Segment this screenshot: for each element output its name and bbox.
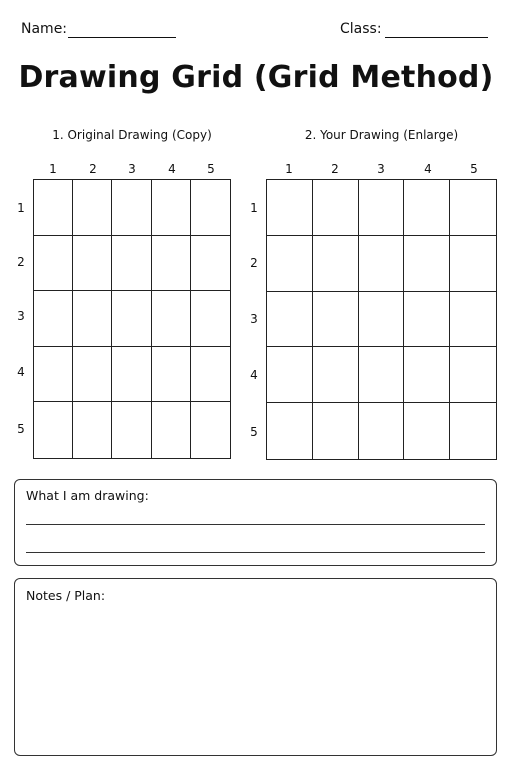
original-grid-caption: 1. Original Drawing (Copy) xyxy=(52,128,212,142)
grid-cell[interactable] xyxy=(267,403,313,459)
your-col-number: 2 xyxy=(331,162,339,176)
grid-cell[interactable] xyxy=(313,292,359,348)
grid-cell xyxy=(191,347,230,403)
grid-cell xyxy=(112,347,151,403)
grid-cell[interactable] xyxy=(450,180,496,236)
grid-cell[interactable] xyxy=(359,236,405,292)
writing-line[interactable] xyxy=(26,524,485,525)
grid-cell xyxy=(191,180,230,236)
grid-cell xyxy=(112,402,151,458)
writing-line[interactable] xyxy=(26,552,485,553)
your-drawing-grid[interactable] xyxy=(266,179,497,460)
grid-cell xyxy=(34,236,73,292)
your-col-number: 3 xyxy=(377,162,385,176)
your-col-number: 5 xyxy=(470,162,478,176)
original-col-number: 1 xyxy=(49,162,57,176)
grid-cell[interactable] xyxy=(450,236,496,292)
grid-cell xyxy=(112,180,151,236)
original-col-number: 5 xyxy=(207,162,215,176)
grid-cell xyxy=(112,291,151,347)
your-row-number: 1 xyxy=(250,201,258,215)
grid-cell[interactable] xyxy=(404,180,450,236)
original-col-number: 3 xyxy=(128,162,136,176)
grid-cell[interactable] xyxy=(267,347,313,403)
page-title: Drawing Grid (Grid Method) xyxy=(18,60,494,95)
grid-cell[interactable] xyxy=(267,292,313,348)
class-field-line[interactable] xyxy=(385,37,488,38)
grid-cell[interactable] xyxy=(267,180,313,236)
grid-cell[interactable] xyxy=(313,347,359,403)
class-label: Class: xyxy=(340,21,382,37)
grid-cell xyxy=(34,291,73,347)
grid-cell xyxy=(191,402,230,458)
grid-cell[interactable] xyxy=(450,403,496,459)
original-row-number: 1 xyxy=(17,201,25,215)
grid-cell xyxy=(152,347,191,403)
your-col-number: 4 xyxy=(424,162,432,176)
grid-cell[interactable] xyxy=(404,292,450,348)
what-i-am-drawing-label: What I am drawing: xyxy=(26,488,149,503)
grid-cell[interactable] xyxy=(313,403,359,459)
grid-cell xyxy=(152,236,191,292)
grid-cell xyxy=(73,180,112,236)
original-col-number: 2 xyxy=(89,162,97,176)
your-grid-caption: 2. Your Drawing (Enlarge) xyxy=(304,128,459,142)
original-col-number: 4 xyxy=(168,162,176,176)
your-row-number: 5 xyxy=(250,425,258,439)
original-drawing-grid xyxy=(33,179,231,459)
original-row-number: 3 xyxy=(17,309,25,323)
grid-cell[interactable] xyxy=(313,236,359,292)
grid-cell[interactable] xyxy=(404,347,450,403)
grid-cell xyxy=(34,347,73,403)
your-row-number: 4 xyxy=(250,368,258,382)
grid-cell xyxy=(152,402,191,458)
grid-cell[interactable] xyxy=(450,292,496,348)
grid-cell xyxy=(73,291,112,347)
grid-cell[interactable] xyxy=(359,292,405,348)
name-field-line[interactable] xyxy=(68,37,176,38)
your-row-number: 2 xyxy=(250,256,258,270)
grid-cell[interactable] xyxy=(404,403,450,459)
grid-cell[interactable] xyxy=(359,403,405,459)
your-col-number: 1 xyxy=(285,162,293,176)
notes-plan-label: Notes / Plan: xyxy=(26,588,106,603)
grid-cell[interactable] xyxy=(404,236,450,292)
grid-cell xyxy=(191,291,230,347)
grid-cell xyxy=(152,180,191,236)
grid-cell xyxy=(73,402,112,458)
your-row-number: 3 xyxy=(250,312,258,326)
grid-cell xyxy=(191,236,230,292)
original-row-number: 4 xyxy=(17,365,25,379)
grid-cell xyxy=(34,402,73,458)
notes-plan-box[interactable] xyxy=(14,578,497,756)
original-row-number: 5 xyxy=(17,422,25,436)
grid-cell[interactable] xyxy=(450,347,496,403)
grid-cell[interactable] xyxy=(359,180,405,236)
grid-cell[interactable] xyxy=(267,236,313,292)
grid-cell xyxy=(73,236,112,292)
grid-cell xyxy=(73,347,112,403)
grid-cell[interactable] xyxy=(359,347,405,403)
original-row-number: 2 xyxy=(17,255,25,269)
grid-cell xyxy=(152,291,191,347)
what-i-am-drawing-box xyxy=(14,479,497,566)
grid-cell xyxy=(112,236,151,292)
grid-cell xyxy=(34,180,73,236)
name-label: Name: xyxy=(21,21,68,37)
grid-cell[interactable] xyxy=(313,180,359,236)
